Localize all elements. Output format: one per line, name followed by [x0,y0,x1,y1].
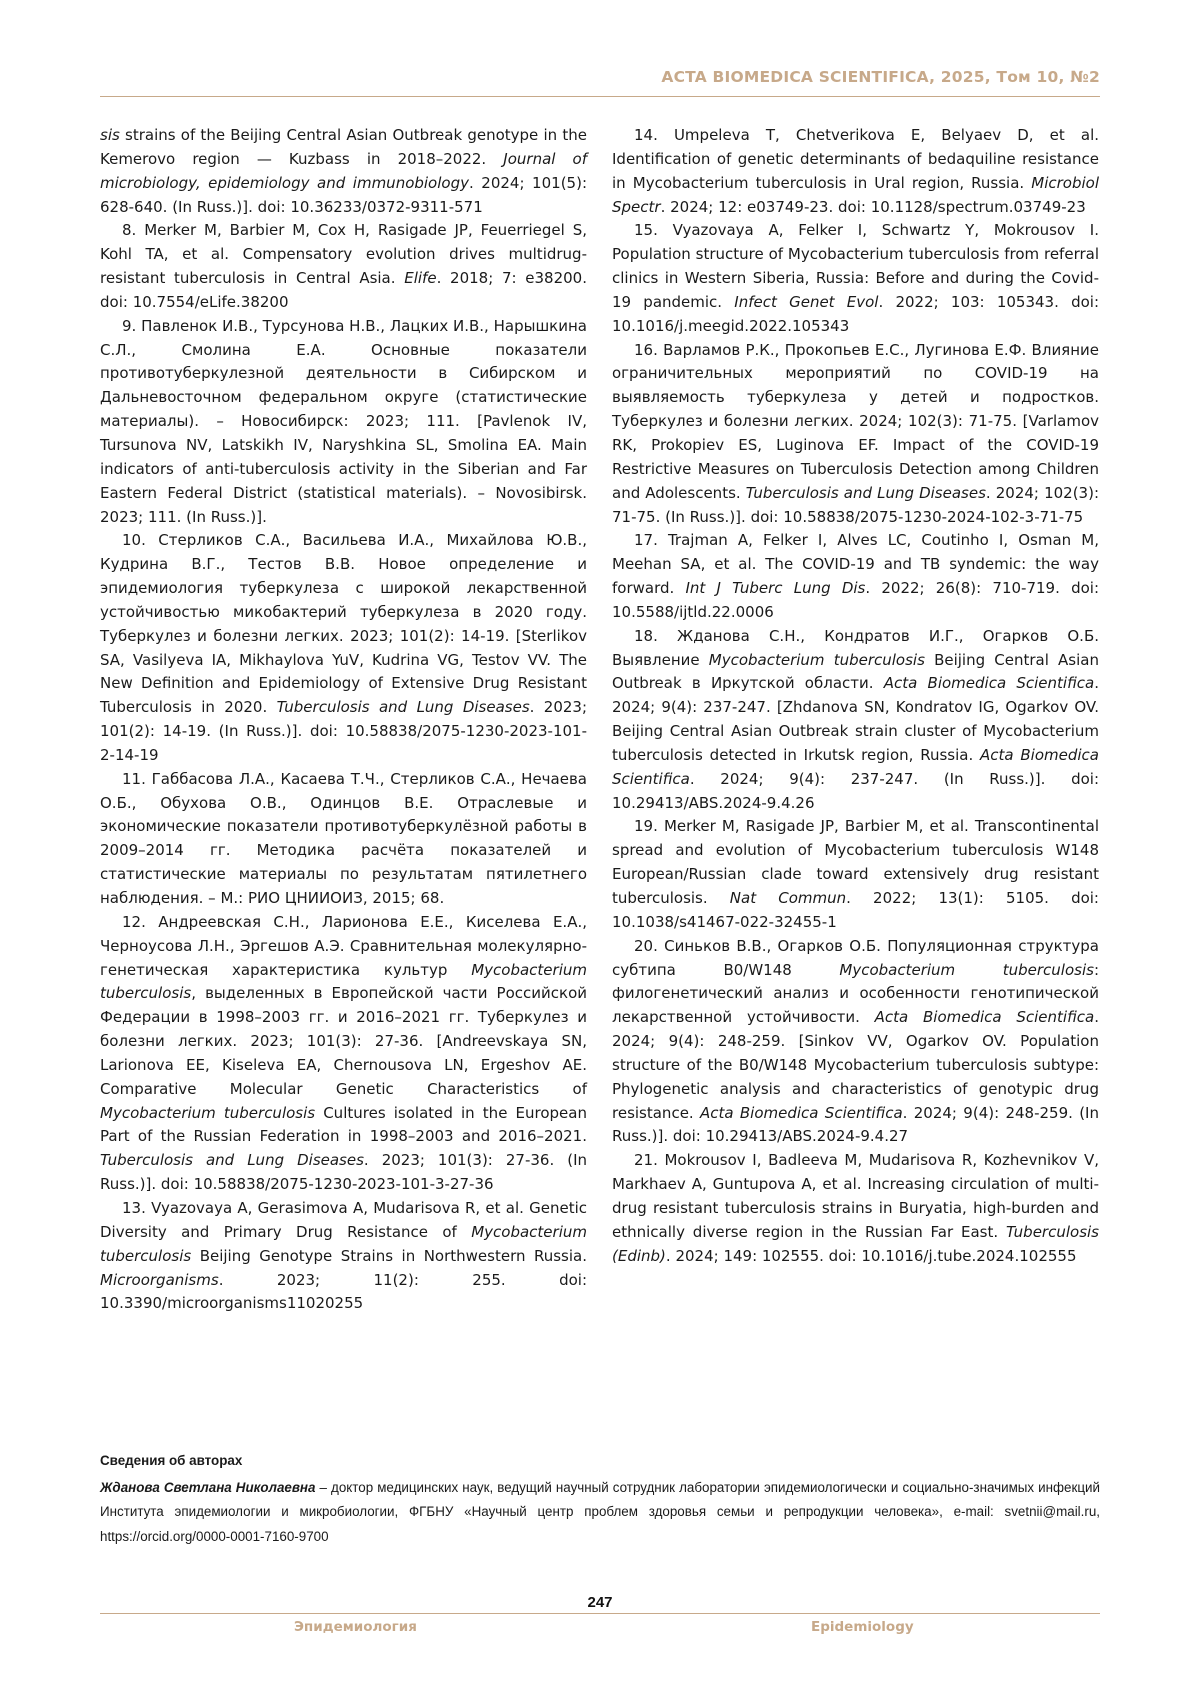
reference-item: 13. Vyazovaya A, Gerasimova A, Mudarisova R, et al. Genetic Diversity and Primary Drug Resistance of Mycobacterium tuberculosis Beijing Genotype Strains in Northwestern Russia. Microorganisms. 2023; 11(2): 255. doi: 10.3390/microorganisms11020255 [100,1198,587,1313]
reference-item: 19. Merker M, Rasigade JP, Barbier M, et al. Transcontinental spread and evolution of Mycobacterium tuberculosis W148 European/Russian clade toward extensively drug resistant tuberculosis. Nat Commun. 2022; 13(1): 5105. doi: 10.1038/s41467-022-32455-1 [612,817,1099,931]
reference-item: 17. Trajman A, Felker I, Alves LC, Coutinho I, Osman M, Meehan SA, et al. The COVID-19 and TB syndemic: the way forward. Int J Tuberc Lung Dis. 2022; 26(8): 710-719. doi: 10.5588/ijtld.22.0006 [612,531,1099,621]
reference-item: 10. Стерликов С.А., Васильева И.А., Михайлова Ю.В., Кудрина В.Г., Тестов В.В. Новое определение и эпидемиология туберкулеза с широкой лекарственной устойчивостью микобактерий туберкулеза в 2020 году. Туберкулез и болезни легких. 2023; 101(2): 14-19. [Sterlikov SA, Vasilyeva IA, Mikhaylova YuV, Kudrina VG, Testov VV. The New Definition and Epidemiology of Extensive Drug Resistant Tuberculosis in 2020. Tuberculosis and Lung Diseases. 2023; 101(2): 14-19. (In Russ.)]. doi: 10.58838/2075-1230-2023-101-2-14-19 [100,531,588,764]
author-name: Жданова Светлана Николаевна [100,1479,316,1495]
reference-prefix: sis [100,126,120,144]
reference-item: 15. Vyazovaya A, Felker I, Schwartz Y, Mokrousov I. Population structure of Mycobacterium tuberculosis from referral clinics in Western Siberia, Russia: Before and during the Covid-19 pandemic. Infect Genet Evol. 2022; 103: 105343. doi: 10.1016/j.meegid.2022.105343 [612,221,1099,335]
reference-item: sis strains of the Beijing Central Asian Outbreak genotype in the Kemerovo region — Kuzbass in 2018–2022. Journal of microbiology, epidemiology and immunobiology. 2024; 101(5): 628-640. (In Russ.)]. doi: 10.36233/0372-9311-571 [100,126,587,216]
journal-header: ACTA BIOMEDICA SCIENTIFICA, 2025, Том 10, №2 [661,68,1100,86]
footer-section-en: Epidemiology [811,1619,914,1635]
author-entry [100,1476,1100,1550]
reference-item: 18. Жданова С.Н., Кондратов И.Г., Огарков О.Б. Выявление Mycobacterium tuberculosis Beijing Central Asian Outbreak в Иркутской области. Acta Biomedica Scientifica. 2024; 9(4): 237-247. [Zhdanova SN, Kondratov IG, Ogarkov OV. Beijing Central Asian Outbreak strain cluster of Mycobacterium tuberculosis detected in Irkutsk region, Russia. Acta Biomedica Scientifica. 2024; 9(4): 237-247. (In Russ.)]. doi: 10.29413/ABS.2024-9.4.26 [612,626,1099,812]
header-divider [100,96,1100,97]
footer-section-ru: Эпидемиология [294,1619,417,1635]
author-details: – доктор медицинских наук, ведущий научный сотрудник лаборатории эпидемиологически и социально-значимых инфекций Института эпидемиологии и микробиологии, ФГБНУ «Научный центр проблем здоровья семьи и репродукции человека», e-mail: svetnii@mail.ru, https://orcid.org/0000-0001-7160-9700 [100,1479,1100,1544]
reference-item: 11. Габбасова Л.А., Касаева Т.Ч., Стерликов С.А., Нечаева О.Б., Обухова О.В., Одинцов В.Е. Отраслевые и экономические показатели противотуберкулёзной работы в 2009–2014 гг. Методика расчёта показателей и статистические материалы по результатам пятилетнего наблюдения. – М.: РИО ЦНИИОИЗ, 2015; 68. [100,769,587,907]
footer-divider [100,1613,1100,1614]
reference-item: 14. Umpeleva T, Chetverikova E, Belyaev D, et al. Identification of genetic determinants of bedaquiline resistance in Mycobacterium tuberculosis in Ural region, Russia. Microbiol Spectr. 2024; 12: e03749-23. doi: 10.1128/spectrum.03749-23 [612,126,1099,216]
reference-item: 20. Синьков В.В., Огарков О.Б. Популяционная структура субтипа B0/W148 Mycobacterium tuberculosis: филогенетический анализ и особенности генотипической лекарственной устойчивости. Acta Biomedica Scientifica. 2024; 9(4): 248-259. [Sinkov VV, Ogarkov OV. Population structure of the B0/W148 Mycobacterium tuberculosis subtype: Phylogenetic analysis and characteristics of genotypic drug resistance. Acta Biomedica Scientifica. 2024; 9(4): 248-259. (In Russ.)]. doi: 10.29413/ABS.2024-9.4.27 [612,936,1099,1146]
page-number: 247 [587,1594,613,1611]
reference-item: 21. Mokrousov I, Badleeva M, Mudarisova R, Kozhevnikov V, Markhaev A, Guntupova A, et al. Increasing circulation of multi-drug resistant tuberculosis strains in Buryatia, high-burden and ethnically diverse region in the Russian Far East. Tuberculosis (Edinb). 2024; 149: 102555. doi: 10.1016/j.tube.2024.102555 [612,1151,1099,1265]
reference-item: 8. Merker M, Barbier M, Cox H, Rasigade JP, Feuerriegel S, Kohl TA, et al. Compensatory evolution drives multidrug-resistant tuberculosis in Central Asia. Elife. 2018; 7: e38200. doi: 10.7554/eLife.38200 [100,221,587,311]
reference-item: 16. Варламов Р.К., Прокопьев Е.С., Лугинова Е.Ф. Влияние ограничительных мероприятий по COVID-19 на выявляемость туберкулеза у детей и подростков. Туберкулез и болезни легких. 2024; 102(3): 71-75. [Varlamov RK, Prokopiev ES, Luginova EF. Impact of the COVID-19 Restrictive Measures on Tuberculosis Detection among Children and Adolescents. Tuberculosis and Lung Diseases. 2024; 102(3): 71-75. (In Russ.)]. doi: 10.58838/2075-1230-2024-102-3-71-75 [612,340,1099,526]
reference-item: 9. Павленок И.В., Турсунова Н.В., Лацких И.В., Нарышкина С.Л., Смолина Е.А. Основные показатели противотуберкулезной деятельности в Сибирском и Дальневосточном федеральном округе (статистические материалы). – Новосибирск: 2023; 111. [Pavlenok IV, Tursunova NV, Latskikh IV, Naryshkina SL, Smolina EA. Main indicators of anti-tuberculosis activity in the Siberian and Far Eastern Federal District (statistical materials). – Novosibirsk. 2023; 111. (In Russ.)]. [100,316,587,526]
references-left-column [100,124,587,1316]
authors-heading: Сведения об авторах [100,1453,243,1468]
reference-item: 12. Андреевская С.Н., Ларионова Е.Е., Киселева Е.А., Черноусова Л.Н., Эргешов А.Э. Сравнительная молекулярно-генетическая характеристика культур Mycobacterium tuberculosis, выделенных в Европейской части Российской Федерации в 1998–2003 гг. и 2016–2021 гг. Туберкулез и болезни легких. 2023; 101(3): 27-36. [Andreevskaya SN, Larionova EE, Kiseleva EA, Chernousova LN, Ergeshov AE. Comparative Molecular Genetic Characteristics of Mycobacterium tuberculosis Cultures isolated in the European Part of the Russian Federation in 1998–2003 and 2016–2021. Tuberculosis and Lung Diseases. 2023; 101(3): 27-36. (In Russ.)]. doi: 10.58838/2075-1230-2023-101-3-27-36 [100,912,588,1194]
references-right-column [612,124,1099,1269]
author-information [100,1449,1100,1549]
